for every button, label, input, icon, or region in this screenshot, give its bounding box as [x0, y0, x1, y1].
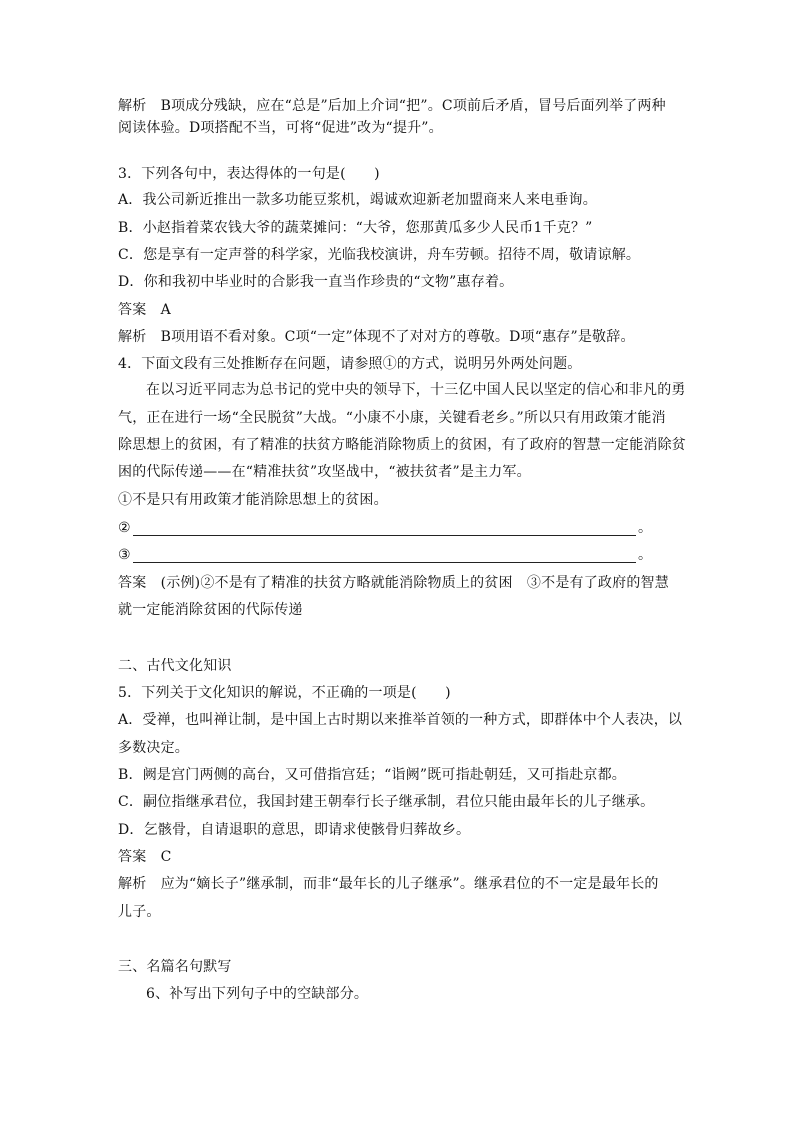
question-3-stem: 3．下列各句中，表达得体的一句是( ) [118, 166, 380, 182]
answer-line: 答案 C [118, 849, 172, 865]
explanation-line: 阅读体验。D项搭配不当，可将“促进”改为“提升”。 [118, 120, 443, 136]
option-b: B．小赵指着菜农钱大爷的蔬菜摊问：“大爷，您那黄瓜多少人民币1千克？” [118, 220, 593, 236]
answer-blank-3[interactable] [133, 562, 636, 563]
question-5-stem: 5．下列关于文化知识的解说，不正确的一项是( ) [118, 685, 451, 701]
option-a: A．受禅，也叫禅让制，是中国上古时期以来推举首领的一种方式，即群体中个人表决，以 [118, 712, 683, 728]
blank-end-2: 。 [638, 520, 652, 536]
option-d: D．乞骸骨，自请退职的意思，即请求使骸骨归葬故乡。 [118, 822, 471, 838]
passage-line: 在以习近平同志为总书记的党中央的领导下，十三亿中国人民以坚定的信心和非凡的勇 [146, 382, 686, 398]
blank-label-3: ③ [118, 547, 131, 563]
option-c: C．嗣位指继承君位，我国封建王朝奉行长子继承制，君位只能由最年长的儿子继承。 [118, 794, 655, 810]
option-c: C．您是享有一定声誉的科学家，光临我校演讲，舟车劳顿。招待不周，敬请谅解。 [118, 247, 641, 263]
passage-line: 困的代际传递——在“精准扶贫”攻坚战中，“被扶贫者”是主力军。 [118, 464, 531, 480]
explanation-line: 解析 应为“嫡长子”继承制，而非“最年长的儿子继承”。继承君位的不一定是最年长的 [118, 876, 659, 892]
section-heading: 三、名篇名句默写 [118, 959, 232, 975]
blank-label-2: ② [118, 520, 131, 536]
option-b: B．阙是宫门两侧的高台，又可借指宫廷；“诣阙”既可指赴朝廷，又可指赴京都。 [118, 767, 627, 783]
option-a-continued: 多数决定。 [118, 740, 189, 756]
section-heading: 二、古代文化知识 [118, 658, 232, 674]
passage-line: 除思想上的贫困，有了精准的扶贫方略能消除物质上的贫困，有了政府的智慧一定能消除贫 [118, 437, 686, 453]
question-6-stem: 6、补写出下列句子中的空缺部分。 [146, 986, 369, 1002]
example-line: ①不是只有用政策才能消除思想上的贫困。 [118, 492, 388, 508]
answer-line: 答案 A [118, 302, 171, 318]
passage-line: 气，正在进行一场“全民脱贫”大战。“小康不小康，关键看老乡。”所以只有用政策才能消 [118, 410, 666, 426]
explanation-line: 解析 B项用语不看对象。C项“一定”体现不了对对方的尊敬。D项“惠存”是敬辞。 [118, 329, 635, 345]
answer-line: 答案 (示例)②不是有了精准的扶贫方略就能消除物质上的贫困 ③不是有了政府的智慧 [118, 575, 669, 591]
explanation-line: 解析 B项成分残缺，应在“总是”后加上介词“把”。C项前后矛盾，冒号后面列举了两种 [118, 98, 666, 114]
option-a: A．我公司新近推出一款多功能豆浆机，竭诚欢迎新老加盟商来人来电垂询。 [118, 192, 597, 208]
question-4-stem: 4．下面文段有三处推断存在问题，请参照①的方式，说明另外两处问题。 [118, 356, 582, 372]
explanation-line: 儿子。 [118, 904, 161, 920]
answer-line: 就一定能消除贫困的代际传递 [118, 602, 303, 618]
answer-blank-2[interactable] [133, 535, 636, 536]
blank-end-3: 。 [638, 547, 652, 563]
option-d: D．你和我初中毕业时的合影我一直当作珍贵的“文物”惠存着。 [118, 274, 514, 290]
